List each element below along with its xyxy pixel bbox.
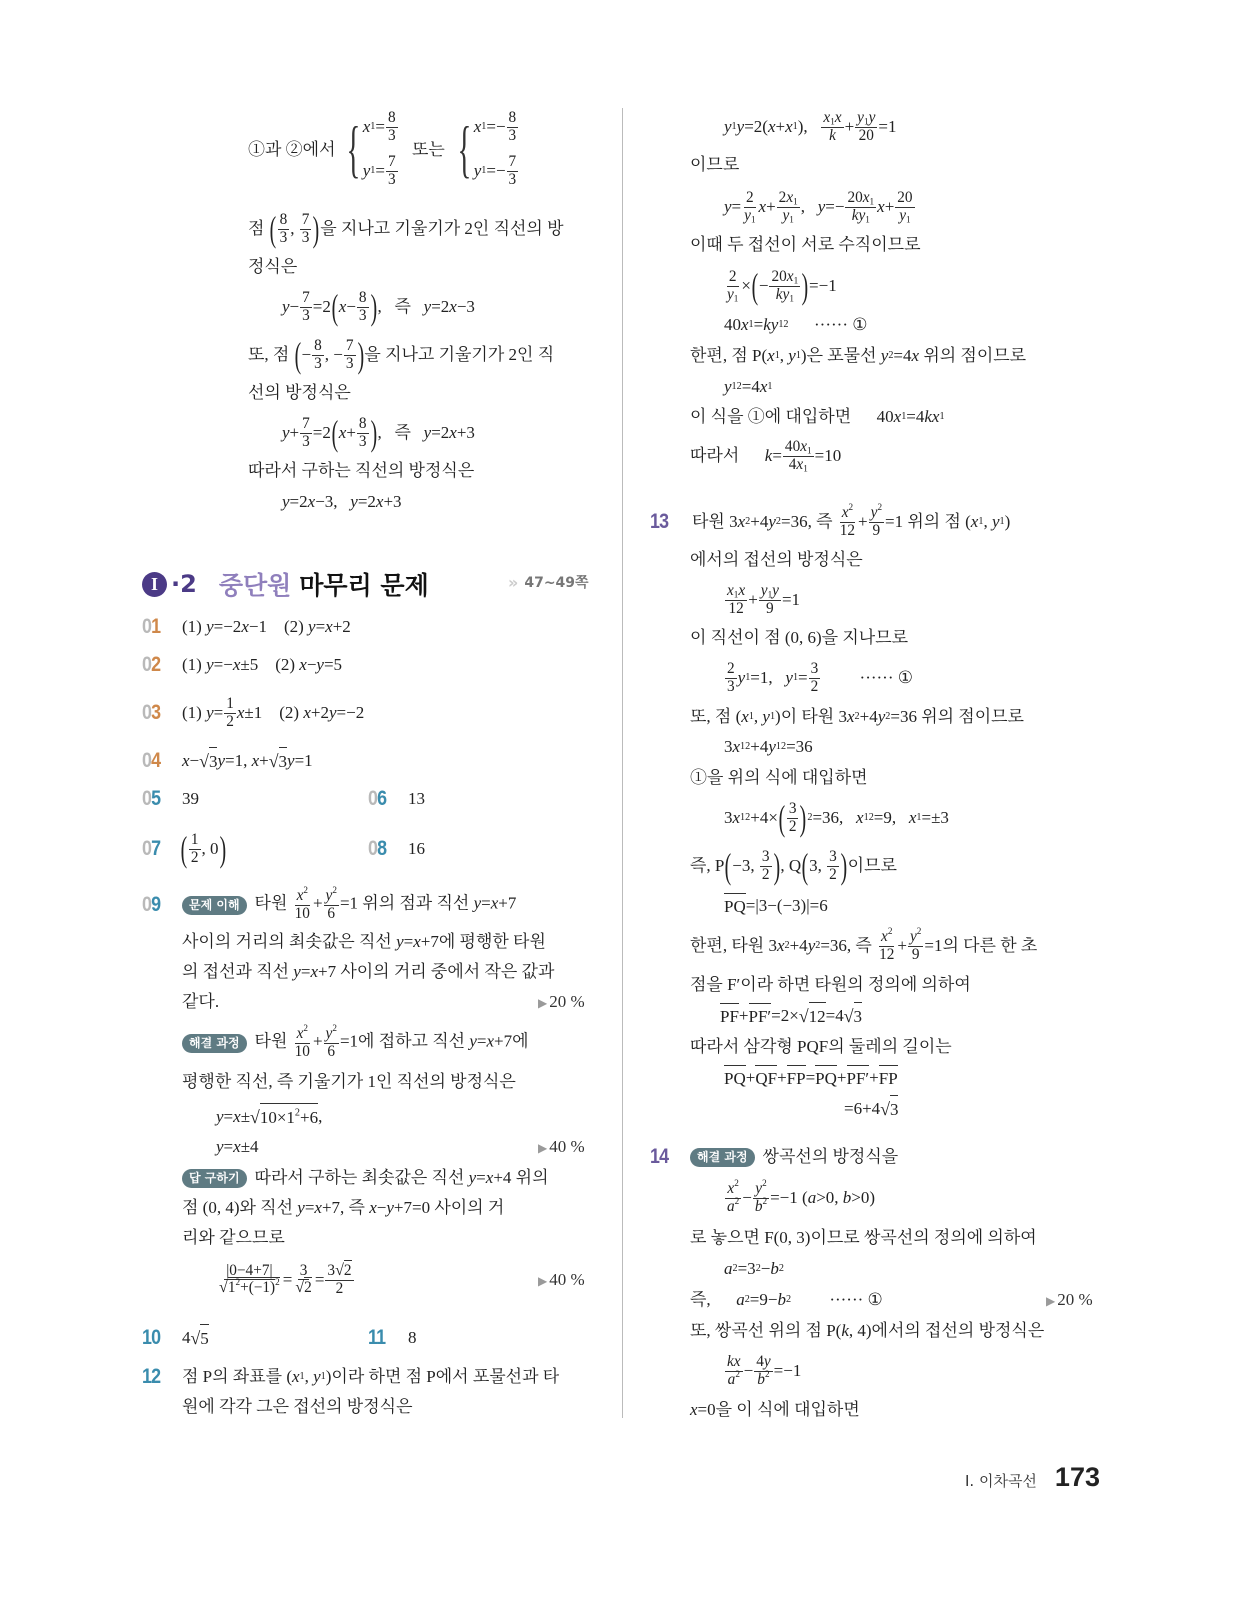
text-line: 타원 $\frac{x^2}{10}$ + $\frac{y^2}{6}$ =1 위의 점과 직선 y=x+7 — [254, 885, 517, 922]
score-value: 40 % — [549, 1137, 585, 1156]
answer: 13 — [408, 789, 425, 808]
text-line: 또, 점 ( x 1 , y 1 )이 타원 3 x 2 +4 y 2 =36 위의 점이므로 — [690, 707, 1024, 726]
solution-step-process — [182, 1023, 529, 1060]
solution-step-answer — [182, 1165, 549, 1191]
equation: PF + PF′ =2× √ 12 =4 √ 3 — [720, 1003, 862, 1029]
text-line: 같다. — [182, 992, 220, 1011]
text-line: 점 P의 좌표를 ( x 1 , y 1 )이라 하면 점 P에서 포물선과 타 — [182, 1367, 560, 1386]
answer: 16 — [408, 839, 425, 858]
equation: a 2 =3 2 − b 2 — [724, 1259, 784, 1278]
text-line: 따라서 구하는 직선의 방정식은 — [248, 461, 475, 480]
text-line: 이 식을 ①에 대입하면 40 x 1 =4 k x 1 — [690, 407, 945, 426]
equation: y + $\frac{7}{3}$ =2 ( x + $\frac{8}{3}$ ) , 즉 y =2 x +3 — [282, 412, 475, 453]
question-number: 05 — [142, 787, 161, 810]
triangle-right-icon: ▶ — [538, 1274, 548, 1288]
text-line: 평행한 직선, 즉 기울기가 1인 직선의 방정식은 — [182, 1072, 516, 1091]
text-line: 이때 두 접선이 서로 수직이므로 — [690, 235, 921, 254]
text-line: 점 ( $\frac{8}{3}$ , $\frac{7}{3}$ ) 을 지나고 기울기가 2인 직선의 방 — [248, 208, 564, 249]
question-number: 12 — [142, 1365, 161, 1388]
text-line: 이 직선이 점 (0, 6)을 지나므로 — [690, 628, 909, 647]
text-line: 정식은 — [248, 257, 298, 276]
text-line: ①을 위의 식에 대입하면 — [690, 768, 868, 787]
equation: 40 x 1 = k y 1 2 ······ ① — [724, 315, 868, 334]
score-value: 40 % — [549, 1270, 585, 1289]
equation: $\frac{2}{3}$ y 1 =1, y 1 = $\frac{3}{2}$ ······ ① — [727, 660, 913, 695]
question-number: 08 — [368, 837, 387, 860]
page-range: 47~49쪽 — [524, 575, 589, 591]
text-line: 또, 쌍곡선 위의 점 P( k , 4)에서의 접선의 방정식은 — [690, 1321, 1045, 1340]
equation-system — [449, 107, 519, 191]
solution-step-understand — [182, 885, 517, 922]
text-line: 로 놓으면 F(0, 3)이므로 쌍곡선의 정의에 의하여 — [690, 1228, 1037, 1247]
section-header — [142, 566, 429, 602]
equation: x 1 =− $\frac{8}{3}$ — [473, 109, 517, 144]
text-line: 즉, P ( −3, $\frac{3}{2}$ ) , Q ( 3, $\frac{3}{2}$ ) 이므로 — [690, 845, 897, 886]
equation: y 1 y =2( x + x 1 ), $\frac{x_1x}{k}$ + $\frac{y_1y}{20}$ =1 — [724, 109, 897, 144]
page-number: 173 — [1054, 1462, 1100, 1492]
equation: x 1 = $\frac{8}{3}$ — [362, 109, 396, 144]
text-line: 사이의 거리의 최솟값은 직선 y = x +7에 평행한 타원 — [182, 932, 546, 951]
question-number: 07 — [142, 837, 161, 860]
answer: (1) y =− x ±5 (2) x − y =5 — [182, 655, 343, 674]
text-line: 즉, a 2 =9− b 2 ······ ① — [690, 1290, 883, 1309]
equation: y = x ±4 — [216, 1137, 259, 1156]
equation: PQ + QF + FP = PQ + PF′ + FP — [724, 1065, 898, 1091]
equation: y = $\frac{2}{y_1}$ x + $\frac{2x_1}{y_1}$ , y =− $\frac{20x_1}{ky_1}$ x + $\frac{20}{y_1}$ — [724, 189, 913, 224]
answer: x − √ 3 y =1, x + √ 3 y =1 — [182, 748, 313, 774]
chevron-right-icon: » — [508, 572, 519, 592]
text-line: 점 (0, 4)와 직선 y = x +7, 즉 x − y +7=0 사이의 거 — [182, 1198, 505, 1217]
text-line: 타원 3 x 2 +4 y 2 =36, 즉 $\frac{x^2}{12}$ + $\frac{y^2}{9}$ =1 위의 점 ( x 1 , y 1 ) — [692, 502, 1011, 539]
text-line: x =0을 이 식에 대입하면 — [690, 1400, 860, 1419]
question-number: 14 — [650, 1145, 669, 1168]
solution-step-process — [690, 1144, 898, 1170]
answer: (1) y =−2 x −1 (2) y = x +2 — [182, 617, 351, 636]
text-line: 따라서 삼각형 PQF의 둘레의 길이는 — [690, 1037, 952, 1056]
score-marker — [538, 1267, 585, 1294]
triangle-right-icon: ▶ — [538, 1141, 548, 1155]
section-title: 마무리 문제 — [299, 571, 429, 600]
equation: $\frac{|0-4+7|}{√1^2+(-1)^2}$ = $\frac{3}{√2}$ = $\frac{3√2}{2}$ — [219, 1262, 352, 1297]
text-line: 의 접선과 직선 y = x +7 사이의 거리 중에서 작은 값과 — [182, 962, 555, 981]
equation: y 1 2 =4 x 1 — [724, 377, 773, 396]
text-line: 따라서 k = $\frac{40x_1}{4x_1}$ =10 — [690, 438, 842, 473]
equation: $\frac{kx}{a^2}$ − $\frac{4y}{b^2}$ =−1 — [727, 1353, 802, 1388]
text-line: 이므로 — [690, 155, 740, 174]
score-marker — [1046, 1287, 1093, 1314]
equation: y 1 =− $\frac{7}{3}$ — [473, 153, 517, 188]
section-number: ·2 — [171, 570, 197, 598]
text-line: 점을 F′이라 하면 타원의 정의에 의하여 — [690, 975, 971, 994]
score-value: 20 % — [1057, 1290, 1093, 1309]
step-badge: 답 구하기 — [182, 1169, 247, 1188]
triangle-right-icon: ▶ — [1046, 1294, 1056, 1308]
step-badge: 문제 이해 — [182, 896, 247, 915]
question-number: 04 — [142, 749, 161, 772]
score-marker — [538, 1134, 585, 1161]
page-footer — [965, 1462, 1100, 1493]
equation: $\frac{2}{y_1}$ × ( − $\frac{20x_1}{ky_1}$ ) =−1 — [727, 265, 837, 306]
text-line: 타원 $\frac{x^2}{10}$ + $\frac{y^2}{6}$ =1에 접하고 직선 y=x+7에 — [254, 1023, 529, 1060]
step-badge: 해결 과정 — [690, 1148, 755, 1167]
equation: 3 x 1 2 +4 y 1 2 =36 — [724, 737, 813, 756]
question-number: 06 — [368, 787, 387, 810]
equation: $\frac{x^2}{a^2}$ − $\frac{y^2}{b^2}$ =−1 ( a >0, b >0) — [727, 1178, 876, 1215]
answer: 4 √ 5 — [182, 1325, 209, 1351]
equation: y − $\frac{7}{3}$ =2 ( x − $\frac{8}{3}$ ) , 즉 y =2 x −3 — [282, 286, 475, 327]
text-line: 에서의 접선의 방정식은 — [690, 550, 863, 569]
text-line: 또는 — [412, 140, 445, 159]
equation: PQ =|3−(−3)|=6 — [724, 893, 828, 919]
question-number: 13 — [650, 510, 669, 533]
text-line: 한편, 점 P( x 1 , y 1 )은 포물선 y 2 =4 x 위의 점이므로 — [690, 346, 1027, 365]
text-line: 쌍곡선의 방정식을 — [762, 1147, 899, 1166]
text-line: 한편, 타원 3 x 2 +4 y 2 =36, 즉 $\frac{x^2}{12}$ + $\frac{y^2}{9}$ =1의 다른 한 초 — [690, 926, 1038, 963]
score-marker — [538, 989, 585, 1016]
equation: y = x ± √ $10\times 1^2+6$ , — [216, 1104, 322, 1130]
question-number: 01 — [142, 615, 161, 638]
section-title-accent: 중단원 — [218, 571, 292, 600]
question-number: 03 — [142, 701, 161, 724]
equation: y =2 x −3, y =2 x +3 — [282, 492, 402, 511]
brace-icon: { — [346, 113, 361, 184]
text-line: 선의 방정식은 — [248, 383, 351, 402]
text-line: 따라서 구하는 최솟값은 직선 y=x+4 위의 — [254, 1168, 549, 1187]
text-line: 리와 같으므로 — [182, 1228, 285, 1247]
answer: ( $\frac{1}{2}$ , 0 ) — [180, 828, 226, 869]
answer: (1) y = $\frac{1}{2}$ x ±1 (2) x +2 y =−2 — [182, 695, 365, 730]
equation: =6+4 √ 3 — [844, 1096, 898, 1122]
text-line: 원에 각각 그은 접선의 방정식은 — [182, 1397, 413, 1416]
question-number: 11 — [368, 1326, 386, 1349]
step-badge: 해결 과정 — [182, 1034, 247, 1053]
brace-icon: { — [457, 113, 472, 184]
score-value: 20 % — [549, 992, 585, 1011]
text-line: ①과 ②에서 — [248, 140, 336, 159]
page-reference — [508, 572, 589, 592]
answer: 8 — [408, 1328, 417, 1347]
answer: 39 — [182, 789, 199, 808]
equation-system — [338, 107, 399, 191]
chapter-badge: I — [142, 572, 167, 597]
question-number: 09 — [142, 893, 161, 916]
equation: $\frac{x_1x}{12}$ + $\frac{y_1y}{9}$ =1 — [727, 582, 801, 617]
triangle-right-icon: ▶ — [538, 996, 548, 1010]
equation: 3 x 1 2 +4× ( $\frac{3}{2}$ ) 2 =36, x 1 2 =9, x 1 =±3 — [724, 797, 949, 838]
question-number: 02 — [142, 653, 161, 676]
equation: y 1 = $\frac{7}{3}$ — [362, 153, 396, 188]
text-line: 또, 점 ( − $\frac{8}{3}$ , − $\frac{7}{3}$ ) 을 지나고 기울기가 2인 직 — [248, 334, 555, 375]
column-divider — [622, 108, 623, 1418]
chapter-name: I. 이차곡선 — [965, 1472, 1037, 1490]
question-number: 10 — [142, 1326, 161, 1349]
